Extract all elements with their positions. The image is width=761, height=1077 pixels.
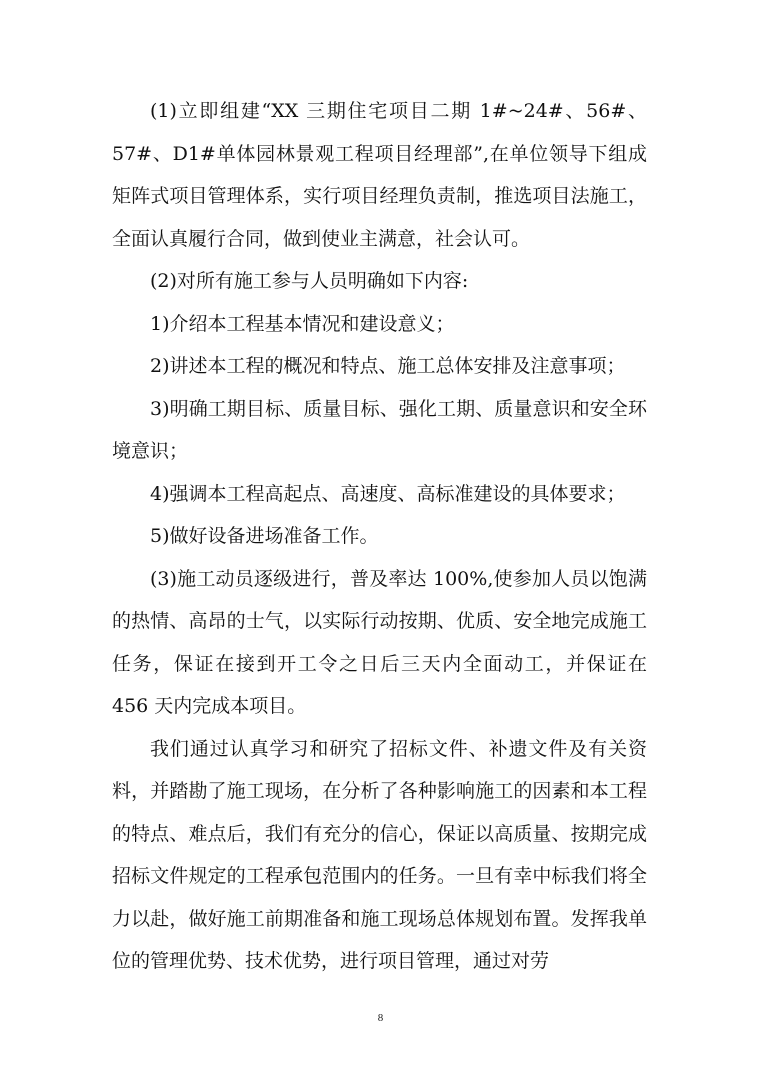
body-text xyxy=(112,90,647,983)
paragraph-organization: (1)立即组建“XX 三期住宅项目二期 1#~24#、56#、57#、D1#单体园林景观工程项目经理部”,在单位领导下组成矩阵式项目管理体系，实行项目经理负责制，推选项目法施工，全面认真履行合同，做到使业主满意，社会认可。 xyxy=(112,100,647,250)
paragraph-personnel-intro: (2)对所有施工参与人员明确如下内容: xyxy=(150,270,469,292)
paragraph-mobilization: (3)施工动员逐级进行，普及率达 100%,使参加人员以饱满的热情、高昂的士气，以实际行动按期、优质、安全地完成施工任务，保证在接到开工令之日后三天内全面动工，并保证在 456 天内完成本项目。 xyxy=(112,567,647,717)
list-item-4: 4)强调本工程高起点、高速度、高标准建设的具体要求； xyxy=(150,482,626,505)
paragraph-commitment: 我们通过认真学习和研究了招标文件、补遗文件及有关资料，并踏勘了施工现场，在分析了各种影响施工的因素和本工程的特点、难点后，我们有充分的信心，保证以高质量、按期完成招标文件规定的工程承包范围内的任务。一旦有幸中标我们将全力以赴，做好施工前期准备和施工现场总体规划布置。发挥我单位的管理优势、技术优势，进行项目管理，通过对劳 xyxy=(112,737,647,972)
page-number: 8 xyxy=(377,1012,384,1024)
list-item-5: 5)做好设备进场准备工作。 xyxy=(150,525,379,547)
list-item-2: 2)讲述本工程的概况和特点、施工总体安排及注意事项； xyxy=(150,355,626,377)
list-item-3: 3)明确工期目标、质量目标、强化工期、质量意识和安全环境意识； xyxy=(112,397,647,462)
list-item-1: 1)介绍本工程基本情况和建设意义； xyxy=(150,312,455,335)
